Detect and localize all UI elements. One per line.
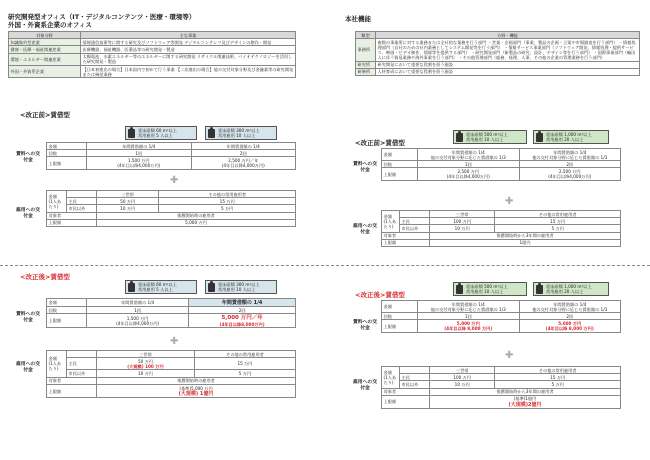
left-after-emp-table: 金額 (1人あたり) 三世帯 その他の常用雇用者 主民 50 万円 (大規模) 100 万円 15 万円 市民以外 10 万円 5 万円 対象者 推薦開始時の雇用者 上限額 (基準)5,000 万円 (大規模) 1億円 bbox=[46, 350, 296, 398]
right-after-badge-2: 延床面積 1,000 m²以上 常用雇用 20 人以上 bbox=[533, 282, 609, 296]
right-column bbox=[325, 0, 650, 460]
plus-icon: ✚ bbox=[505, 350, 514, 361]
left-after-rent-label: 賃料への交付金 bbox=[16, 312, 40, 323]
left-after-badge-1: 延床面積 60 m²以上 常用雇用 5 人以上 bbox=[125, 280, 197, 294]
right-before-badge-1: 延床面積 500 m²以上 常用雇用 10 人以上 bbox=[453, 130, 527, 144]
left-before-rent-table: 金額 年間賃借額の 1/4 年間賃借額の 1/4 回数 1回 2回 上限額 1,500 万円 (4年目以降4,000万円) 2,500 万円／年 (4年目以降4,000万円) bbox=[46, 142, 296, 170]
right-function-table bbox=[355, 31, 640, 76]
left-before-emp-label: 雇用への交付金 bbox=[16, 208, 40, 219]
right-before-rent-table: 金額 年間賃借額の 1/4 他の交付対象分野に応じた賃借額の 1/3 年間賃借額の 1/4 他の交付対象分野に応じた賃借額の 1/3 回数 1回 2回 上限額 2,500 万円 (4年目以降4,000万円) 2,500 万円 (4年目以降4,000万円) bbox=[381, 148, 621, 181]
left-title-1: 研究開発型オフィス（IT・デジタルコンテンツ・医療・環境等） bbox=[8, 13, 196, 21]
right-after-rent-label: 賃料への交付金 bbox=[353, 320, 377, 331]
left-before-emp-table: 金額 (1人あたり) 三世帯 その他の常用雇用者 主民 50 万円 15 万円 市民以外 10 万円 5 万円 対象者 推薦開始時の雇用者 上限額 5,000 万円 bbox=[46, 190, 296, 227]
person-icon bbox=[456, 285, 463, 294]
table-header: 対象分野 bbox=[9, 32, 81, 39]
plus-icon: ✚ bbox=[170, 336, 179, 347]
left-after-emp-label: 雇用への交付金 bbox=[16, 362, 40, 373]
right-before-emp-label: 雇用への交付金 bbox=[353, 224, 377, 235]
table-header: 分野・機能 bbox=[376, 32, 640, 39]
table-header: 類型 bbox=[356, 32, 376, 39]
right-after-rent-table: 金額 年間賃借額の 1/4 他の交付対象分野に応じた賃借額の 1/3 年間賃借額の 1/4 他の交付対象分野に応じた賃借額の 1/3 回数 1回 2回 上限額 5,000 万円 (4年目以降 8,000 万円) 5,000 万円 (4年目以降 8,000 万円) bbox=[381, 300, 621, 333]
building-icon bbox=[208, 129, 215, 138]
left-before-badge-1: 延床面積 60 m²以上 常用雇用 5 人以上 bbox=[125, 126, 197, 140]
right-after-badge-1: 延床面積 500 m²以上 常用雇用 10 人以上 bbox=[453, 282, 527, 296]
left-title-2: 外国・外資系企業のオフィス bbox=[8, 21, 92, 29]
building-icon bbox=[536, 133, 543, 142]
section-divider bbox=[0, 265, 650, 266]
left-before-label: <改正前>賃借型 bbox=[20, 111, 70, 119]
right-after-label: <改正後>賃借型 bbox=[355, 291, 405, 299]
left-field-table bbox=[8, 31, 296, 78]
building-icon bbox=[208, 283, 215, 292]
left-after-label: <改正後>賃借型 bbox=[20, 273, 70, 281]
table-row: 外国・外資系企業 【日本初進出の場合】日本国内で初めて行う事業 【二次進出の場合】他の交付対象分野及び金融業等の研究開発または統括業務 bbox=[9, 65, 296, 77]
table-row: 知識集約型産業 情報通信技術等に関する研究及びソフトウェア等開発 デジタルコンテンツ及びデザインの創作・開発 bbox=[9, 39, 296, 46]
plus-icon: ✚ bbox=[505, 196, 514, 207]
left-before-badge-2: 延床面積 300 m²以上 常用雇用 10 人以上 bbox=[205, 126, 277, 140]
table-row: 研修所 人材育成において重要な役割を担う施設 bbox=[356, 68, 640, 75]
right-after-emp-table: 金額 (1人あたり) 三世帯 その他の常用雇用者 主民 100 万円 15 万円 市民以外 10 万円 5 万円 対象者 推薦開始時から3年間の雇用者 上限額 (基準)1億円 (大規模)2億円 bbox=[381, 366, 621, 409]
right-before-badge-2: 延床面積 1,000 m²以上 常用雇用 20 人以上 bbox=[533, 130, 609, 144]
left-after-badge-2: 延床面積 300 m²以上 常用雇用 10 人以上 bbox=[205, 280, 277, 294]
right-after-emp-label: 雇用への交付金 bbox=[353, 380, 377, 391]
person-icon bbox=[456, 133, 463, 142]
table-row: 事務所 複数の事業所に対する業務または全社的な業務を行う部門 ・営業・企画部門（事業、製品の企画・立案や市場調査を行う部門） ・情報処理部門（自社のための社内業務としてシステム開発等を行う部門） ・情報サービス事業部門（ソフトウェア開発、情報処理・提供サービス、映画・ビデオ制作、情報等を提供する部門） ・研究開発部門（新製品の研究、設計、デザイン等を行う部門） ・国際事業部門（輸出入に伴う貿易業務や海外事業を行う部門） ・その他管理部門（総務、経理、人事、その他の企業の管理業務を行う部門） bbox=[356, 39, 640, 61]
right-before-label: <改正前>賃借型 bbox=[355, 139, 405, 147]
table-row: 環境・エネルギー関連産業 太陽電池、水素エネルギー等のエネルギーに関する研究開発 リサイクル関連技術、バイオテクノロジーを活用した研究開発・製造 bbox=[9, 53, 296, 65]
person-icon bbox=[128, 283, 135, 292]
table-row: 研究所 研究開発において重要な役割を担う施設 bbox=[356, 61, 640, 68]
table-row: 健康・医療・福祉関連産業 医療機器、福祉機器、医薬品等の研究開発・製造 bbox=[9, 46, 296, 53]
person-icon bbox=[128, 129, 135, 138]
left-after-rent-table: 金額 年間賃借額の 1/4 年間賃借額の 1/4 回数 1回 2回 上限額 1,500 万円 (4年目以降4,000万円) 5,000 万円／年 (4年目以降8,000万円) bbox=[46, 298, 296, 328]
right-before-emp-table: 金額 (1人あたり) 三世帯 その他の常用雇用者 主民 100 万円 15 万円 市民以外 10 万円 5 万円 対象者 推薦開始時から3年間の雇用者 上限額 1億円 bbox=[381, 210, 621, 247]
building-icon bbox=[536, 285, 543, 294]
right-before-rent-label: 賃料への交付金 bbox=[353, 162, 377, 173]
plus-icon: ✚ bbox=[170, 175, 179, 186]
right-title: 本社機能 bbox=[345, 15, 371, 23]
table-header: 主な事業 bbox=[81, 32, 296, 39]
left-before-rent-label: 賃料への交付金 bbox=[16, 152, 40, 163]
